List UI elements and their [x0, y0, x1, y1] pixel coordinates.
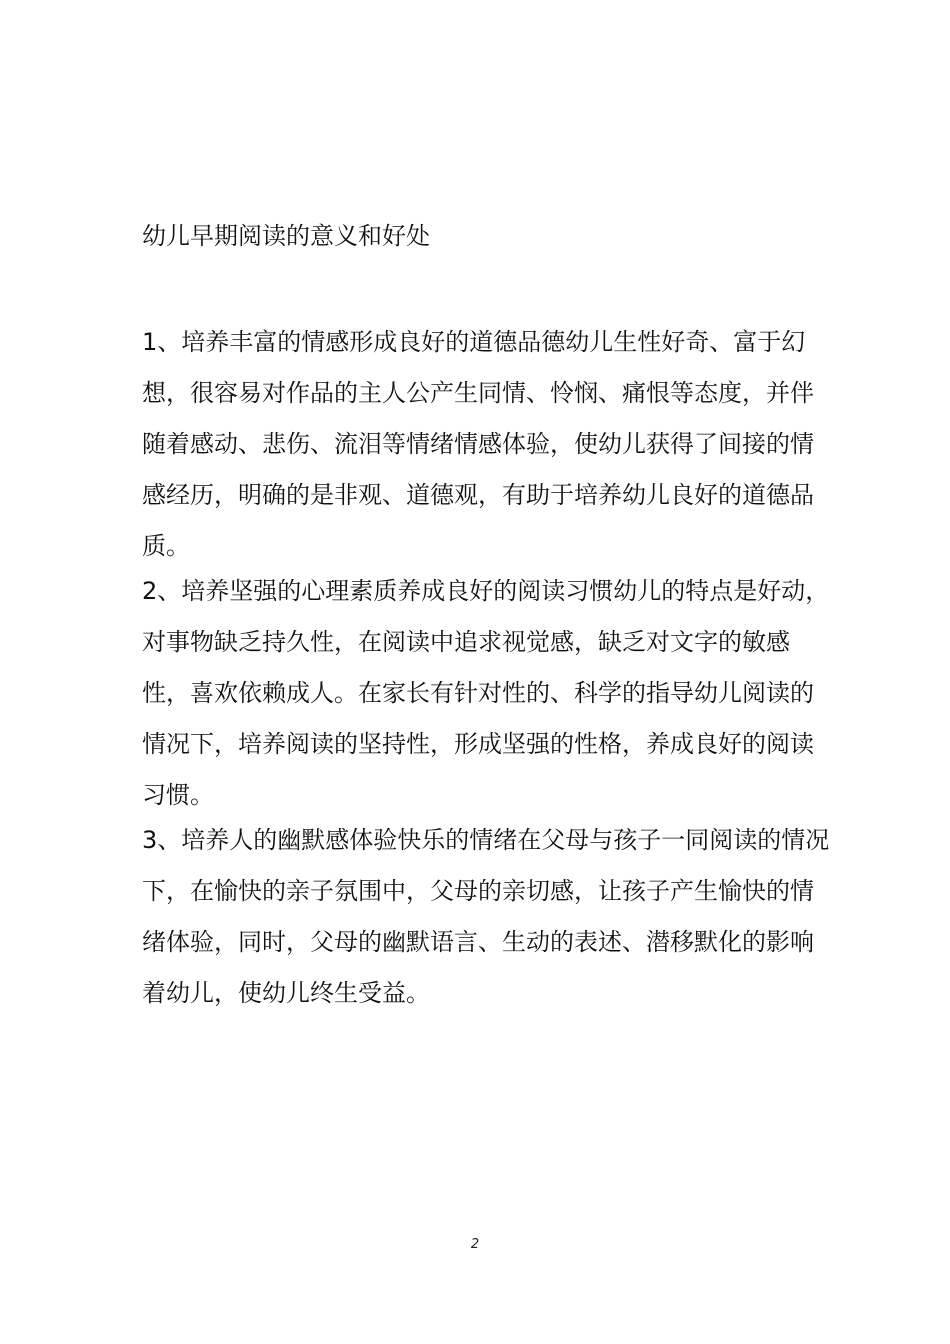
page-number: 2: [470, 1237, 480, 1252]
paragraph-humor: 3、培养人的幽默感体验快乐的情绪在父母与孩子一同阅读的情况下，在愉快的亲子氛围中，父母的亲切感，让孩子产生愉快的情绪体验，同时，父母的幽默语言、生动的表述、潜移默化的影响着幼儿，使幼儿终生受益。: [142, 826, 830, 1007]
document-title: 幼儿早期阅读的意义和好处: [142, 222, 430, 250]
paragraph-emotion: 1、培养丰富的情感形成良好的道德品德幼儿生性好奇、富于幻想，很容易对作品的主人公产生同情、怜悯、痛恨等态度，并伴随着感动、悲伤、流泪等情绪情感体验，使幼儿获得了间接的情感经历，明确的是非观、道德观，有助于培养幼儿良好的道德品质。: [142, 328, 814, 560]
paragraph-psychology: 2、培养坚强的心理素质养成良好的阅读习惯幼儿的特点是好动，对事物缺乏持久性，在阅读中追求视觉感，缺乏对文字的敏感性，喜欢依赖成人。在家长有针对性的、科学的指导幼儿阅读的情况下，培养阅读的坚持性，形成坚强的性格，养成良好的阅读习惯。: [142, 577, 830, 809]
